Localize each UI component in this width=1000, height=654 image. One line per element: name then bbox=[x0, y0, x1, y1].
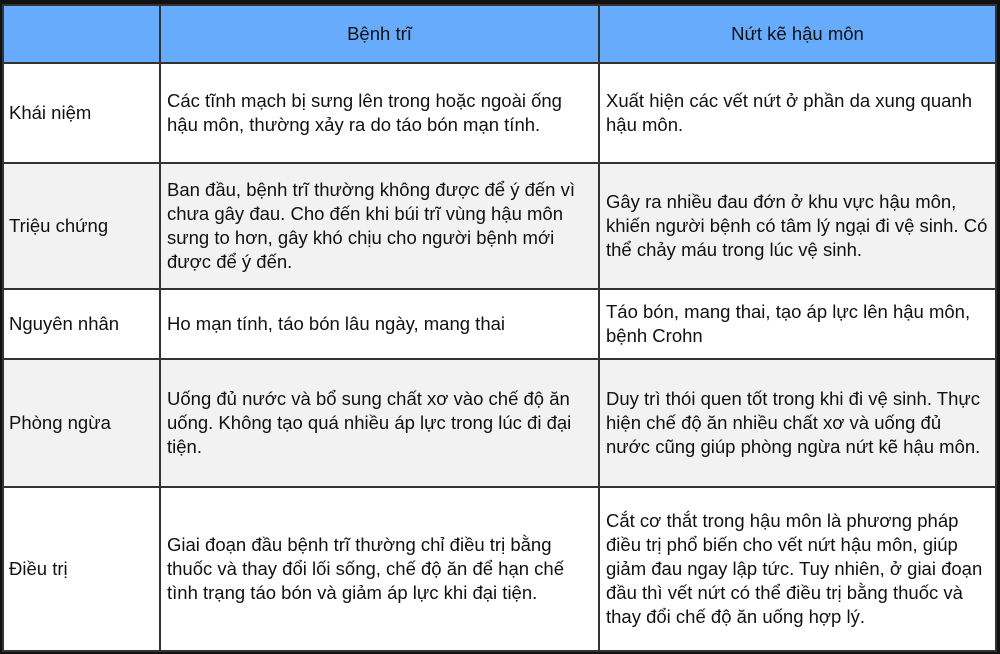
header-empty bbox=[3, 5, 160, 63]
fissure-cell: Táo bón, mang thai, tạo áp lực lên hậu môn, bệnh Crohn bbox=[599, 289, 996, 359]
fissure-cell: Gây ra nhiều đau đớn ở khu vực hậu môn, khiến người bệnh có tâm lý ngại đi vệ sinh. Có thể chảy máu trong lúc vệ sinh. bbox=[599, 163, 996, 289]
table-row bbox=[3, 289, 996, 359]
fissure-cell: Duy trì thói quen tốt trong khi đi vệ sinh. Thực hiện chế độ ăn nhiều chất xơ và uống đủ nước cũng giúp phòng ngừa nứt kẽ hậu môn. bbox=[599, 359, 996, 487]
hemorrhoids-cell: Uống đủ nước và bổ sung chất xơ vào chế độ ăn uống. Không tạo quá nhiều áp lực trong lúc đi đại tiện. bbox=[160, 359, 599, 487]
row-label: Khái niệm bbox=[3, 63, 160, 163]
header-hemorrhoids: Bệnh trĩ bbox=[160, 5, 599, 63]
fissure-cell: Xuất hiện các vết nứt ở phần da xung quanh hậu môn. bbox=[599, 63, 996, 163]
row-label: Nguyên nhân bbox=[3, 289, 160, 359]
table-row bbox=[3, 359, 996, 487]
header-anal-fissure: Nứt kẽ hậu môn bbox=[599, 5, 996, 63]
table-row bbox=[3, 487, 996, 651]
header-row bbox=[3, 5, 996, 63]
fissure-cell: Cắt cơ thắt trong hậu môn là phương pháp điều trị phổ biến cho vết nứt hậu môn, giúp giảm đau ngay lập tức. Tuy nhiên, ở giai đoạn đầu thì vết nứt có thể điều trị bằng thuốc và thay đổi chế độ ăn uống hợp lý. bbox=[599, 487, 996, 651]
hemorrhoids-cell: Các tĩnh mạch bị sưng lên trong hoặc ngoài ống hậu môn, thường xảy ra do táo bón mạn tính. bbox=[160, 63, 599, 163]
row-label: Phòng ngừa bbox=[3, 359, 160, 487]
table-row bbox=[3, 63, 996, 163]
hemorrhoids-cell: Ban đầu, bệnh trĩ thường không được để ý đến vì chưa gây đau. Cho đến khi búi trĩ vùng hậu môn sưng to hơn, gây khó chịu cho người bệnh mới được để ý đến. bbox=[160, 163, 599, 289]
hemorrhoids-cell: Ho mạn tính, táo bón lâu ngày, mang thai bbox=[160, 289, 599, 359]
hemorrhoids-cell: Giai đoạn đầu bệnh trĩ thường chỉ điều trị bằng thuốc và thay đổi lối sống, chế độ ăn để hạn chế tình trạng táo bón và giảm áp lực khi đại tiện. bbox=[160, 487, 599, 651]
row-label: Triệu chứng bbox=[3, 163, 160, 289]
row-label: Điều trị bbox=[3, 487, 160, 651]
table-row bbox=[3, 163, 996, 289]
comparison-table bbox=[2, 4, 997, 652]
